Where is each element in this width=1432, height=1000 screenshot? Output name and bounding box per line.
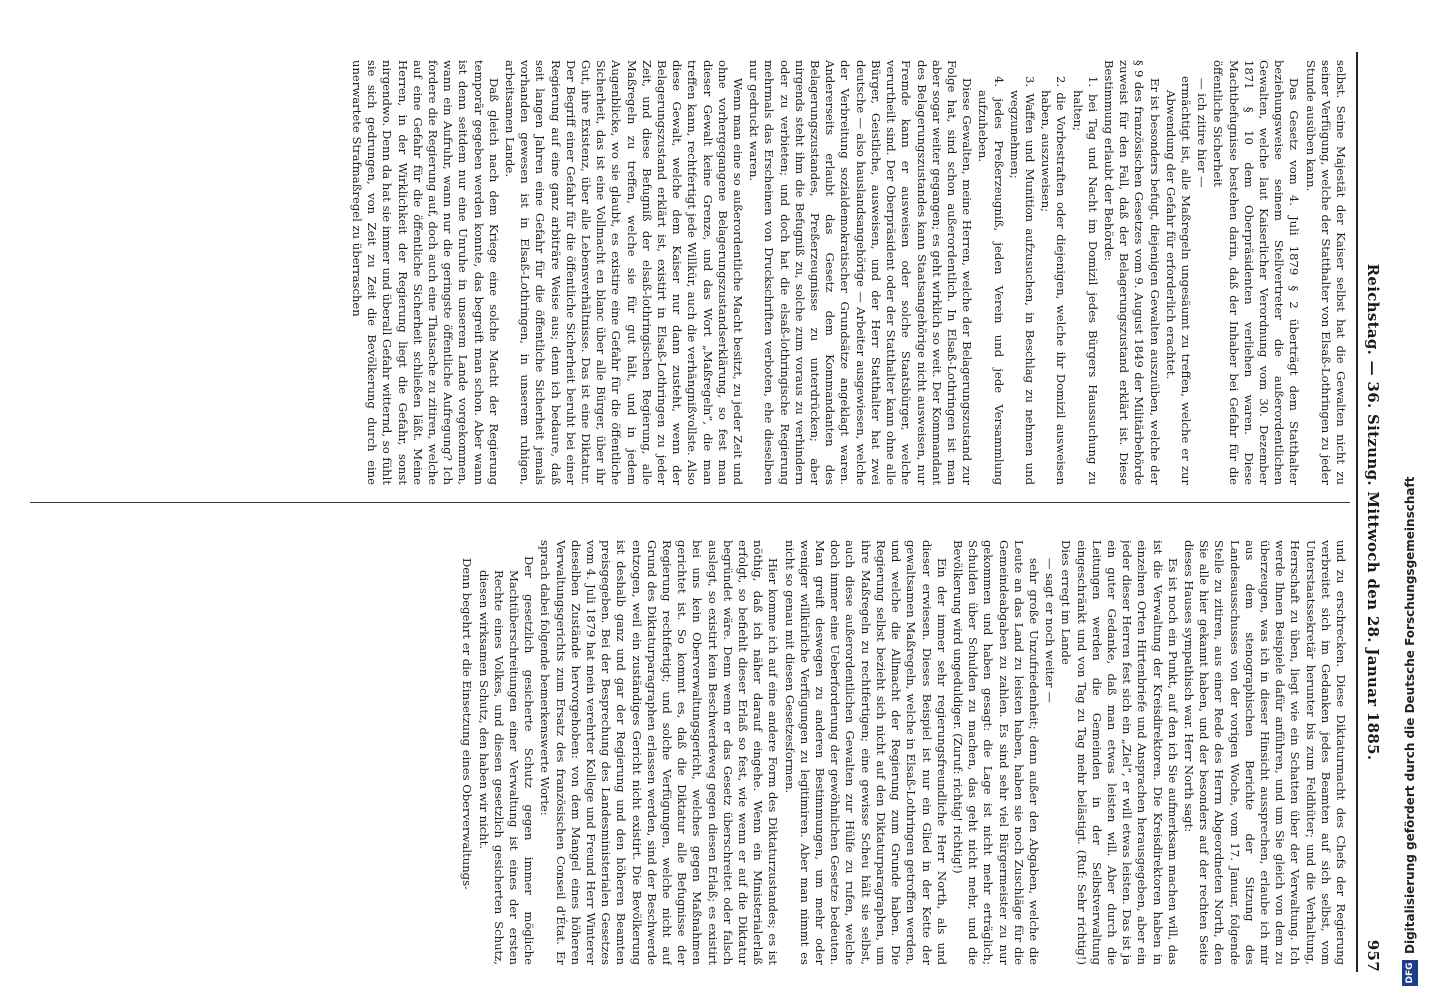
header-title: Reichstag. — 36. Sitzung. Mittwoch den 28. Januar 1885. <box>1364 263 1382 761</box>
right-column <box>18 540 1348 965</box>
paragraph: 1. bei Tag und Nacht im Domizil jedes Bürgers Haussuchung zu halten; <box>1070 76 1100 485</box>
paragraph: Wenn man eine so außerordentliche Macht besitzt, zu jeder Zeit und ohne vorhergegangene Belagerungszustandserklärung, so fest man dieser Gewalt keine Grenze, und das Wort „Maßregeln“, die man treffen kann, rechtfertigt jede Willkür, auch die verhängnißvollste. Also diese Gewalt, welche dem Kaiser nur dann zusteht, wenn der Belagerungszustand erklärt ist, existirt in Elsaß-Lothringen zu jeder Zeit, und diese Befugniß der elsaß-lothringischen Regierung, alle Maßregeln zu treffen, welche sie für gut hält, und in jedem Augenblicke, wo sie glaubt, es existire eine Gefahr für die öffentliche Sicherheit, das ist eine Vollmacht en blanc über alle Bürger, über ihr Gut, ihre Existenz, über alle Lebensverhältnisse. Das ist eine Diktatur. Der Begriff einer Gefahr für die öffentliche Sicherheit beruht bei einer Regierung auf eine ganz arbiträre Weise aus; denn ich bedaure, daß seit langen Jahren eine Gefahr für die öffentliche Sicherheit jemals vorhanden gewesen ist in Elsaß-Lothringen, in unserem ruhigen, arbeitsamen Lande. <box>503 60 746 485</box>
paragraph: Es ist noch ein Punkt, auf den ich Sie aufmerksam machen will, das ist die Verwaltung der Kreisdirektoren. Die Kreisdirektoren haben in einzelnen Orten Hirtenbriefe und Ansprachen herausgegeben, aber ein jeder dieser Herren fest sich ein „Ziel“, er will etwas leisten. Das ist ja ein guter Gedanke, daß man etwas leisten will. Aber durch die Leitungen werden die Gemeinden in der Selbstverwaltung eingeschränkt und von Tag zu Tag mehr belästigt. (Ruf: Sehr richtig!) Dies erregt im Lande <box>1059 540 1180 965</box>
credit-text: Digitalisierung gefördert durch die Deutsche Forschungsgemeinschaft <box>1403 476 1417 954</box>
paragraph: selbst. Seine Majestät der Kaiser selbst hat die Gewalten nicht zu seiner Verfügung, welche der Statthalter von Elsaß-Lothringen zu jeder Stunde ausüben kann. <box>1303 60 1348 485</box>
header-rule <box>1356 52 1358 972</box>
paragraph: 2. die Vorbestraften oder diejenigen, welche ihr Domizil ausweisen haben, auszuweisen; <box>1039 76 1069 485</box>
paragraph: — sagt er noch weiter — <box>1043 558 1058 703</box>
left-column <box>18 60 1348 485</box>
paragraph: Daß gleich nach dem Kriege eine solche Macht der Regierung temporär gegeben werden konnte, das begreift man schon. Aber wann ist denn seitdem nur eine Unruhe in unserem Lande vorgekommen, wann ein Aufruhr, wann nur die geringste öffentliche Aufregung? Ich fordere die Regierung auf, doch auch eine Thatsache zu zitiren, welche auf eine Gefahr für die öffentliche Sicherheit schließen läßt. Meine Herren, in der Wirklichkeit der Regierung liegt die Gefahr, sonst nirgendwo. Denn da hat sie immer und überall Gefahr witternd, so fühlt sie sich gedrungen, von Zeit zu Zeit die Bevölkerung durch eine unerwartete Strafmaßregel zu überraschen <box>350 60 501 485</box>
paragraph: Das Gesetz vom 4. Juli 1879 § 2 überträgt dem Statthalter beziehungsweise seinem Stellvertreter die außerordentlichen Gewalten, welche laut Kaiserlicher Verordnung vom 30. Dezember 1871 § 10 dem Oberpräsidenten verliehen waren. Diese Machtbefugnisse bestehen darin, daß der Inhaber bei Gefahr für die öffentliche Sicherheit <box>1211 60 1302 485</box>
digitization-credit <box>1400 6 1420 986</box>
paragraph: — ich zitire hier — <box>1195 78 1210 188</box>
paragraph: Der gesetzlich gesicherte Schutz gegen immer mögliche Machtüberschreitungen einer Verwaltung ist eines der ersten Rechte eines Volkes, und diesen gesetzlich gesicherten Schutz, diesen wirksamen Schutz, den haben wir nicht. <box>476 556 537 965</box>
column-divider <box>30 502 1350 503</box>
paragraph: Denn begehrt er die Einsetzung eines Oberverwaltungs- <box>460 558 475 890</box>
paragraph: Diese Gewalten, meine Herren, welche der Belagerungszustand zur Folge hat, sind schon außerordentlich. In Elsaß-Lothringen ist man aber sogar weiter gegangen; es geht wirklich so weit. Der Kommandant des Belagerungszustandes kann Staatsangehörige nicht ausweisen, nur Fremde kann er ausweisen oder solche Staatsbürger, welche verurtheilt sind. Der Oberpräsident oder der Statthalter kann ohne alle Bürger, Geistliche, ausweisen, und der Herr Statthalter hat zwei deutsche — also hauslandsangehörige — Arbeiter ausgewiesen, welche der Verbreitung sozialdemokratischer Grundsätze angeklagt waren. Andererseits erlaubt das Gesetz dem Kommandanten des Belagerungszustandes, Preßerzeugnisse zu unterdrücken; aber nirgends steht ihm die Befugniß zu, solche zum voraus zu verhindern oder zu verbieten; und doch hat die elsaß-lothringische Regierung mehrmals das Erscheinen von Druckschriften verboten, ehe dieselben nur gedruckt waren. <box>747 60 975 485</box>
page-number: 957 <box>1364 939 1382 972</box>
paragraph: sehr große Unzufriedenheit; denn außer den Abgaben, welche die Leute an das Land zu leisten haben, haben sie noch Zuschläge für die Gemeindeabgaben zu zahlen. Es sind sehr viel Bürgermeister zu nur gekommen und haben gesagt: die Lage ist nicht mehr erträglich; Schulden über Schulden zu machen, das geht nicht mehr, und die Bevölkerung wird ungeduldiger. (Zuruf: richtig! richtig!) <box>950 540 1041 965</box>
paragraph: und zu erschrecken. Diese Diktaturmacht des Chefs der Regierung verbreitet sich im Gedanken jedes Beamten auf sich selbst, vom Unterstaatssekretär herunter bis zum Feldhüter; und die Verhaltung, Herrschaft zu üben, liegt wie ein Schatten über der Verwaltung. Ich werde Ihnen Beispiele dafür anführen, und um Sie gleich von dem zu überzeugen, was ich in dieser Hinsicht aussprechen, erlaube ich mir aus dem stenographischen Berichte der Sitzung des Landesausschusses von der vorigen Woche, vom 17. Januar, folgende Stelle zu zitiren, aus einer Rede des Herrn Abgeordneten North, den Sie alle hier gekannt haben, und der besonders auf der rechten Seite dieses Hauses sympathisch war. Herr North sagt: <box>1181 540 1348 965</box>
running-header <box>1360 52 1382 972</box>
paragraph: 3. Waffen und Munition aufzusuchen, in Beschlag zu nehmen und wegzunehmen; <box>1007 76 1037 485</box>
paragraph: Ein der immer sehr regierungsfreundliche Herr North, als und dieser erwiesen. Dieses Beispiel ist nur ein Glied in der Kette der gewaltsamen Maßregeln, welche in Elsaß-Lothringen getroffen werden, und welche die Allmacht der Regierung zum Grunde haben. Die Regierung selbst bezieht sich nicht auf den Diktaturparagraphen, um ihre Maßregeln zu rechtfertigen; eine gewisse Scheu hält sie selbst, auch diese außerordentlichen Gewalten zur Hülfe zu rufen, welche doch immer eine Ueberforderung der gewöhnlichen Gesetze bedeuten. Man greift deswegen zu anderen Bestimmungen, um mehr oder weniger willkürliche Verfügungen zu legitimiren. Aber man nimmt es nicht so genau mit diesen Gesetzesformen. <box>782 540 949 965</box>
paragraph: Hier komme ich auf eine andere Form des Diktaturzustandes; es ist nöthig, daß ich näher darauf eingehe. Wenn ein Ministerialerlaß erfolgt, so befiehlt dieser Erlaß so fest, wie wenn er auf die Diktatur begründet wäre. Denn wenn er das Gesetz überschreitet oder falsch auslegt, so existirt kein Beschwerdeweg gegen diesen Erlaß; es existirt bei uns kein Oberverwaltungsgericht, welches gegen Maßnahmen gerichtet ist. So kommt es, daß die Diktatur alle Befugnisse der Regierung rechtfertigt; und solche Verfügungen, welche nicht auf Grund des Diktaturparagraphen erlassen werden, sind der Beschwerde entzogen, weil ein zuständiges Gericht nicht existirt. Die Bevölkerung ist deshalb ganz und gar der Regierung und den höheren Beamten preisgegeben. Bei der Besprechung des Landesministerialen Gesetzes vom 4. Juli 1879 hat mein verehrter Kollege und Freund Herr Winterer dieselben Zustände hervorgehoben: von dem Mangel eines höheren Verwaltungsgerichts zum Ersatz des französischen Conseil d'État. Er sprach dabei folgende bemerkenswerte Worte: <box>538 540 781 965</box>
paragraph: Er ist besonders befugt, diejenigen Gewalten auszuüben, welche der § 9 des französischen Gesetzes vom 9. August 1849 der Militärbehörde zuweist für den Fall, daß der Belagerungszustand erklärt ist. Diese Bestimmung erlaubt der Behörde: <box>1101 60 1162 485</box>
paragraph: 4. jedes Preßerzeugniß, jeden Verein und jede Versammlung aufzuheben. <box>976 76 1006 485</box>
paragraph: ermächtigt ist, alle Maßregeln ungesäumt zu treffen, welche er zur Abwendung der Gefahr für erforderlich erachtet. <box>1163 76 1193 485</box>
dfg-logo: DFG <box>1402 960 1418 986</box>
